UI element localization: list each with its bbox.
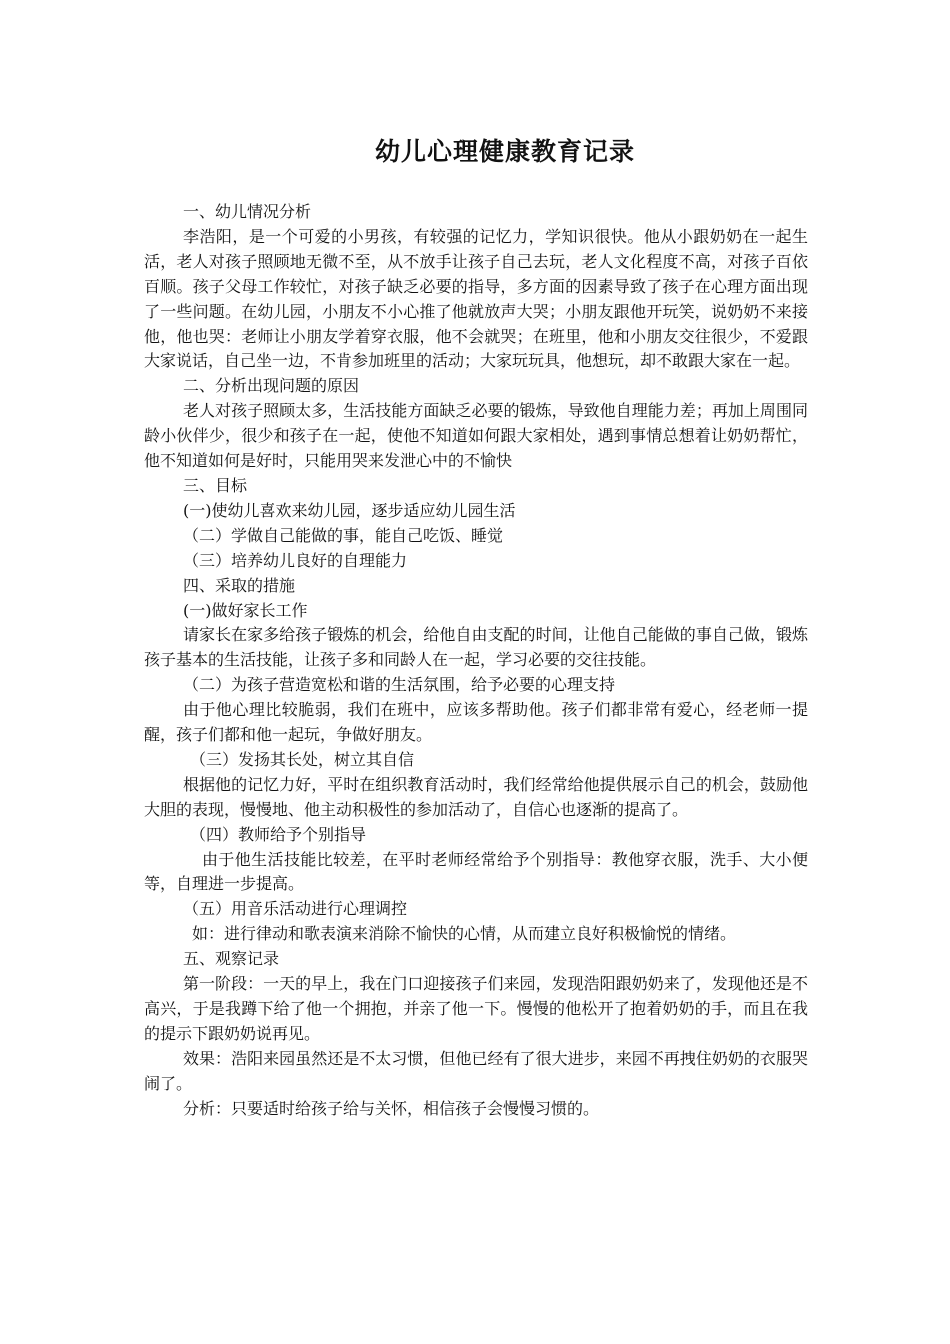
paragraph: 老人对孩子照顾太多，生活技能方面缺乏必要的锻炼，导致他自理能力差；再加上周围同龄小伙伴少，很少和孩子在一起，使他不知道如何跟大家相处，遇到事情总想着让奶奶帮忙，他不知道如何是好时，只能用哭来发泄心中的不愉快	[144, 401, 808, 471]
paragraph: 由于他生活技能比较差，在平时老师经常给予个别指导：教他穿衣服，洗手、大小便等，自理进一步提高。	[144, 849, 808, 894]
subsection-heading: （二）为孩子营造宽松和谐的生活氛围，给予必要的心理支持	[183, 675, 616, 695]
paragraph: 根据他的记忆力好，平时在组织教育活动时，我们经常给他提供展示自己的机会，鼓励他大胆的表现，慢慢地、他主动积极性的参加活动了，自信心也逐渐的提高了。	[144, 774, 808, 819]
paragraph: 效果：浩阳来园虽然还是不太习惯，但他已经有了很大进步，来园不再拽住奶奶的衣服哭闹了。	[144, 1048, 808, 1093]
paragraph: 请家长在家多给孩子锻炼的机会，给他自由支配的时间，让他自己能做的事自己做，锻炼孩子基本的生活技能，让孩子多和同龄人在一起，学习必要的交往技能。	[144, 625, 808, 670]
section-heading: 二、分析出现问题的原因	[183, 376, 360, 396]
document-body	[144, 200, 808, 1122]
paragraph: 如：进行律动和歌表演来消除不愉快的心情，从而建立良好积极愉悦的情绪。	[192, 924, 737, 944]
list-item: （三）培养幼儿良好的自理能力	[183, 550, 408, 570]
document-title: 幼儿心理健康教育记录	[374, 137, 635, 166]
paragraph: 由于他心理比较脆弱，我们在班中，应该多帮助他。孩子们都非常有爱心，经老师一提醒，孩子们都和他一起玩，争做好朋友。	[144, 700, 808, 745]
section-heading: 三、目标	[183, 475, 248, 495]
section-heading: 一、幼儿情况分析	[183, 202, 312, 221]
paragraph: 李浩阳，是一个可爱的小男孩，有较强的记忆力，学知识很快。他从小跟奶奶在一起生活，老人对孩子照顾地无微不至，从不放手让孩子自己去玩，老人文化程度不高，对孩子百依百顺。孩子父母工作较忙，对孩子缺乏必要的指导，多方面的因素导致了孩子在心理方面出现了一些问题。在幼儿园，小朋友不小心推了他就放声大哭；小朋友跟他开玩笑，说奶奶不来接他，他也哭：老师让小朋友学着穿衣服，他不会就哭；在班里，他和小朋友交往很少，不爱跟大家说话，自己坐一边，不肯参加班里的活动；大家玩玩具，他想玩，却不敢跟大家在一起。	[144, 226, 808, 371]
list-item: （二）学做自己能做的事，能自己吃饭、睡觉	[183, 525, 504, 545]
subsection-heading: (一)做好家长工作	[183, 600, 308, 620]
section-heading: 五、观察记录	[183, 949, 280, 969]
subsection-heading: （三）发扬其长处，树立其自信	[190, 749, 415, 769]
subsection-heading: （四）教师给予个别指导	[190, 824, 367, 844]
paragraph: 分析：只要适时给孩子给与关怀，相信孩子会慢慢习惯的。	[183, 1098, 600, 1118]
list-item: (一)使幼儿喜欢来幼儿园，逐步适应幼儿园生活	[183, 500, 516, 520]
section-heading: 四、采取的措施	[183, 575, 296, 595]
subsection-heading: （五）用音乐活动进行心理调控	[183, 899, 408, 919]
paragraph: 第一阶段：一天的早上，我在门口迎接孩子们来园，发现浩阳跟奶奶来了，发现他还是不高兴，于是我蹲下给了他一个拥抱，并亲了他一下。慢慢的他松开了抱着奶奶的手，而且在我的提示下跟奶奶说再见。	[144, 974, 808, 1043]
